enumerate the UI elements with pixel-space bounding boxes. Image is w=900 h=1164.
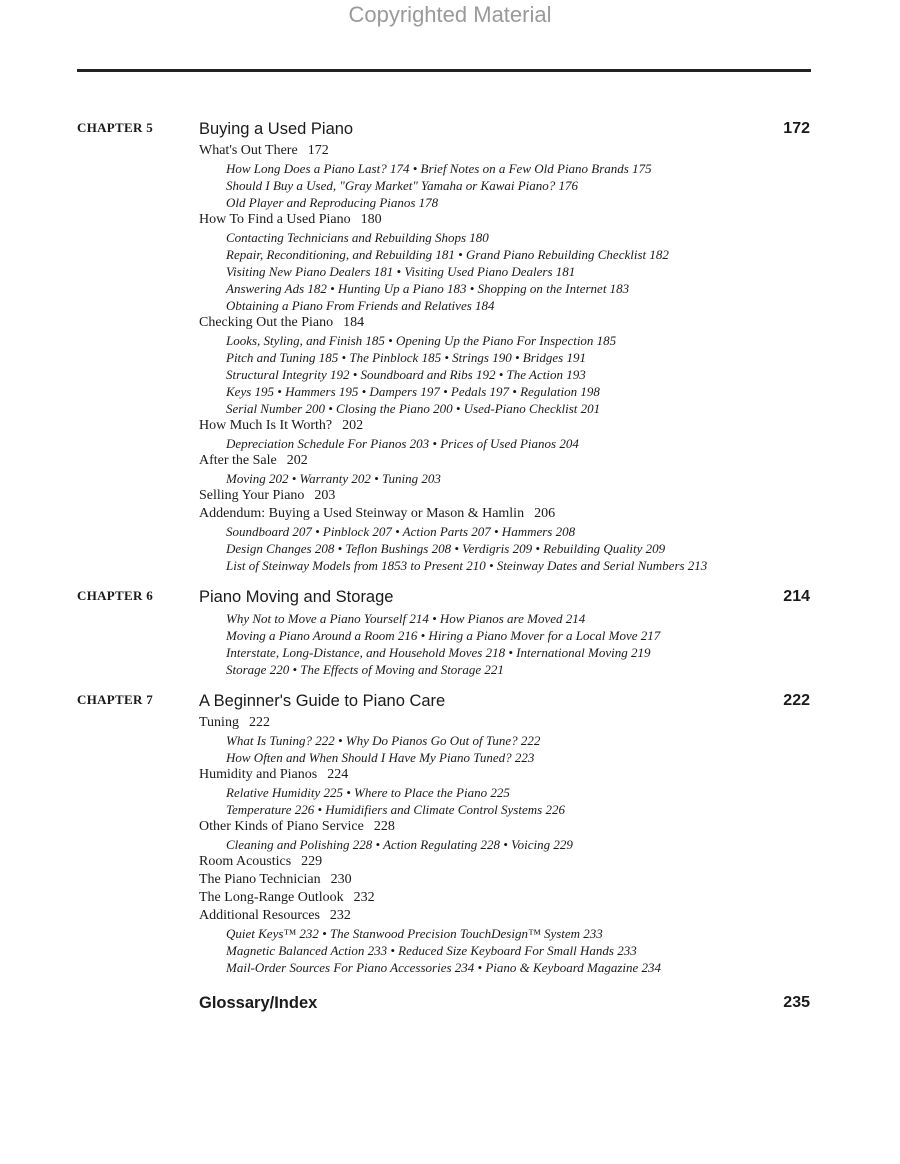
section-heading [199,211,900,229]
section-title: Checking Out the Piano [199,315,334,330]
subentry-list [226,332,900,417]
section-title: Room Acoustics [199,854,292,869]
section-page-number: 172 [307,143,329,158]
section-heading [199,766,900,784]
section-page-number: 232 [329,908,351,923]
section-heading [199,505,900,523]
section-title: The Long-Range Outlook [199,890,344,905]
section-page-number: 229 [301,854,323,869]
subentry-line: Looks, Styling, and Finish 185 • Opening Up the Piano For Inspection 185 [226,333,617,348]
top-rule [77,69,811,72]
section-heading [199,314,900,332]
section-heading [199,871,900,889]
section-page-number: 230 [330,872,352,887]
section [199,142,900,211]
section [199,211,900,314]
section-page-number: 184 [343,315,365,330]
subentry-line: Contacting Technicians and Rebuilding Shops 180 [226,230,489,245]
section-heading [199,907,900,925]
section-heading [199,818,900,836]
section-heading [199,853,900,871]
section [199,871,900,889]
section-page-number: 203 [314,488,336,503]
section-title: How To Find a Used Piano [199,212,351,227]
chapter-title: A Beginner's Guide to Piano Care [199,692,446,710]
subentry-list [226,523,900,574]
glossary-page: 235 [783,994,810,1011]
section-title: The Piano Technician [199,872,321,887]
subentry-line: Serial Number 200 • Closing the Piano 200 • Used-Piano Checklist 201 [226,401,601,416]
section-heading [199,889,900,907]
subentry-list [226,470,900,487]
table-of-contents [0,116,900,1016]
section-page-number: 206 [534,506,556,521]
section-heading [199,452,900,470]
subentry-line: Pitch and Tuning 185 • The Pinblock 185 • Strings 190 • Bridges 191 [226,350,586,365]
subentry-line: Magnetic Balanced Action 233 • Reduced Size Keyboard For Small Hands 233 [226,943,637,958]
chapter-list [0,116,900,976]
section-page-number: 222 [248,715,270,730]
chapter-page-number: 222 [783,692,810,709]
subentry-line: Design Changes 208 • Teflon Bushings 208 • Verdigris 209 • Rebuilding Quality 209 [226,541,666,556]
section [199,487,900,505]
subentry-list [226,229,900,314]
section [199,417,900,452]
subentry-line: Interstate, Long-Distance, and Household Moves 218 • International Moving 219 [226,645,651,660]
section-heading [199,714,900,732]
chapter-block [0,688,900,976]
chapter-page-number: 214 [783,588,810,605]
subentry-line: Moving a Piano Around a Room 216 • Hiring a Piano Mover for a Local Move 217 [226,628,661,643]
subentry-line: How Long Does a Piano Last? 174 • Brief Notes on a Few Old Piano Brands 175 [226,161,652,176]
subentry-list [226,610,900,678]
chapter-label: CHAPTER 7 [77,692,154,707]
section-title: Humidity and Pianos [199,767,318,782]
subentry-line: Old Player and Reproducing Pianos 178 [226,195,439,210]
chapter-label: CHAPTER 6 [77,588,154,603]
section [199,766,900,818]
section-title: Selling Your Piano [199,488,305,503]
subentry-line: Moving 202 • Warranty 202 • Tuning 203 [226,471,441,486]
section [199,889,900,907]
chapter-title: Piano Moving and Storage [199,588,394,606]
subentry-line: Visiting New Piano Dealers 181 • Visiting Used Piano Dealers 181 [226,264,576,279]
section-title: Additional Resources [199,908,320,923]
section-heading [199,417,900,435]
section [199,314,900,417]
section [199,610,900,678]
section-heading [199,142,900,160]
section-page-number: 224 [327,767,349,782]
subentry-line: Soundboard 207 • Pinblock 207 • Action Parts 207 • Hammers 208 [226,524,576,539]
subentry-line: Quiet Keys™ 232 • The Stanwood Precision TouchDesign™ System 233 [226,926,603,941]
subentry-list [226,160,900,211]
section [199,505,900,574]
subentry-line: Structural Integrity 192 • Soundboard and Ribs 192 • The Action 193 [226,367,586,382]
subentry-line: Temperature 226 • Humidifiers and Climate Control Systems 226 [226,802,565,817]
section-title: What's Out There [199,143,298,158]
subentry-line: Keys 195 • Hammers 195 • Dampers 197 • Pedals 197 • Regulation 198 [226,384,600,399]
section [199,853,900,871]
section-title: Other Kinds of Piano Service [199,819,364,834]
chapter-label: CHAPTER 5 [77,120,154,135]
subentry-line: Storage 220 • The Effects of Moving and Storage 221 [226,662,504,677]
subentry-line: What Is Tuning? 222 • Why Do Pianos Go Out of Tune? 222 [226,733,541,748]
chapter-page-number: 172 [783,120,810,137]
section [199,907,900,976]
section-page-number: 202 [286,453,308,468]
subentry-line: Why Not to Move a Piano Yourself 214 • How Pianos are Moved 214 [226,611,586,626]
glossary-entry [0,990,900,1016]
section-title: After the Sale [199,453,277,468]
section-page-number: 232 [353,890,375,905]
subentry-line: Repair, Reconditioning, and Rebuilding 181 • Grand Piano Rebuilding Checklist 182 [226,247,669,262]
section-title: How Much Is It Worth? [199,418,333,433]
subentry-line: Mail-Order Sources For Piano Accessories 234 • Piano & Keyboard Magazine 234 [226,960,662,975]
glossary-title: Glossary/Index [199,994,318,1012]
section [199,818,900,853]
subentry-list [226,784,900,818]
subentry-line: Obtaining a Piano From Friends and Relatives 184 [226,298,495,313]
subentry-list [226,732,900,766]
chapter-title: Buying a Used Piano [199,120,354,138]
subentry-line: Cleaning and Polishing 228 • Action Regulating 228 • Voicing 229 [226,837,573,852]
subentry-list [226,836,900,853]
chapter-block [0,584,900,678]
section-page-number: 180 [360,212,382,227]
subentry-list [226,925,900,976]
copyright-watermark: Copyrighted Material [348,2,552,27]
subentry-line: Depreciation Schedule For Pianos 203 • Prices of Used Pianos 204 [226,436,579,451]
subentry-line: Answering Ads 182 • Hunting Up a Piano 183 • Shopping on the Internet 183 [226,281,630,296]
section-title: Addendum: Buying a Used Steinway or Mason & Hamlin [199,506,525,521]
subentry-line: How Often and When Should I Have My Piano Tuned? 223 [226,750,535,765]
chapter-block [0,116,900,574]
section [199,714,900,766]
section-title: Tuning [199,715,239,730]
subentry-line: Relative Humidity 225 • Where to Place the Piano 225 [226,785,510,800]
section-page-number: 202 [342,418,364,433]
section-heading [199,487,900,505]
section-page-number: 228 [373,819,395,834]
section [199,452,900,487]
subentry-line: List of Steinway Models from 1853 to Present 210 • Steinway Dates and Serial Numbers 213 [226,558,708,573]
subentry-line: Should I Buy a Used, "Gray Market" Yamaha or Kawai Piano? 176 [226,178,579,193]
subentry-list [226,435,900,452]
